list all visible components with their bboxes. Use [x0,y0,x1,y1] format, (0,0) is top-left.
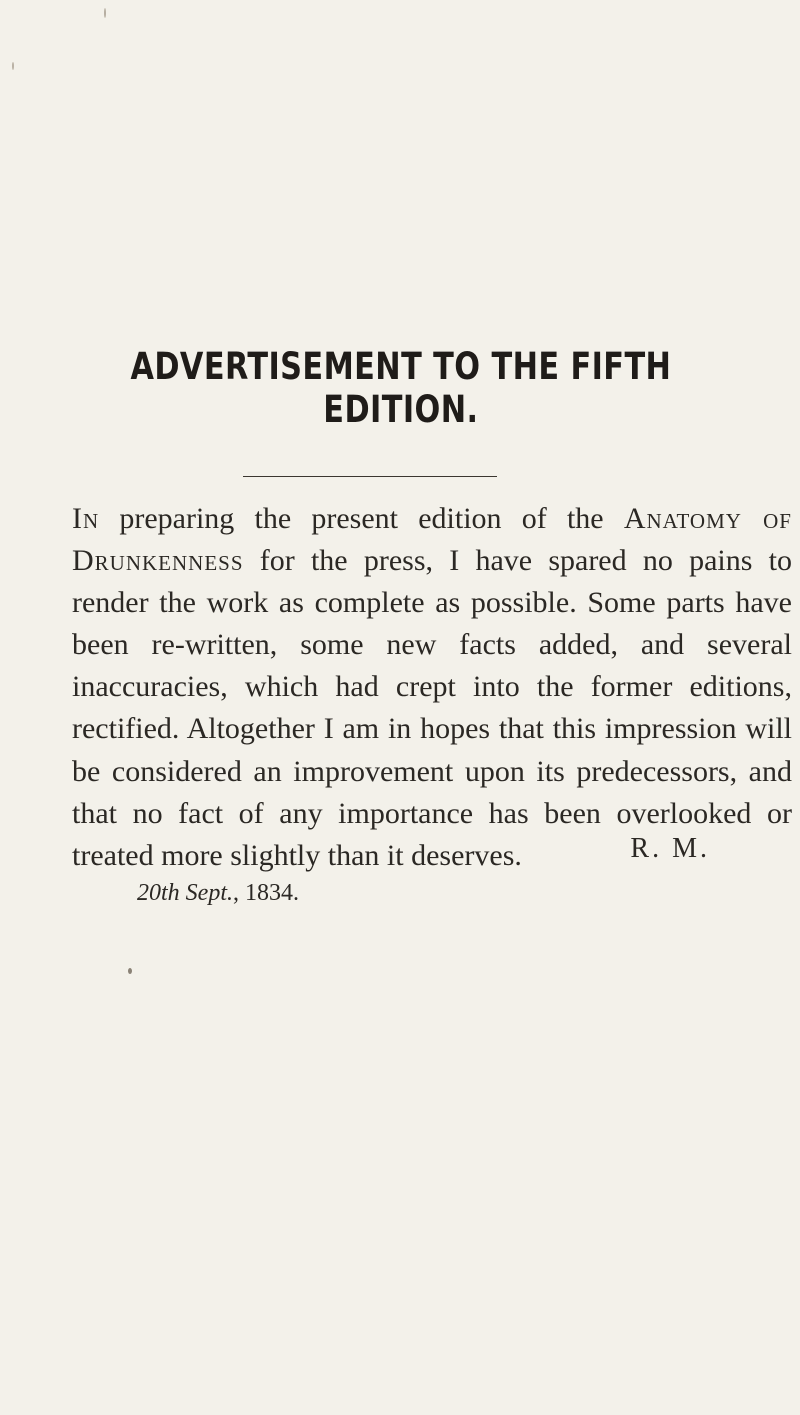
author-initials: R. M. [630,833,710,864]
paragraph-text-2: for the press, I have spared no pains to render the work as complete as possible. Some parts have been re-written, some new facts added, and several inaccuracies, which had crept into the former editions, rectified. Altogether I am in hopes that this impression will be considered an improvement upon its predecessors, and that no fact of any importance has been overlooked or treated more slightly than it deserves. [72,544,792,872]
paragraph-text-1: preparing the present edition of the [99,502,624,535]
print-speck [128,968,132,974]
date-day: 20th Sept. [137,880,233,906]
paragraph-lead: In [72,502,100,535]
advertisement-paragraph [72,498,792,877]
page-title: ADVERTISEMENT TO THE FIFTH EDITION. [130,345,672,431]
print-speck [12,62,14,70]
print-speck [104,8,106,18]
date-line [137,880,299,907]
book-title: Anatomy of Drunkenness [72,502,792,578]
date-year: , 1834. [233,880,299,906]
title-divider [243,476,497,477]
